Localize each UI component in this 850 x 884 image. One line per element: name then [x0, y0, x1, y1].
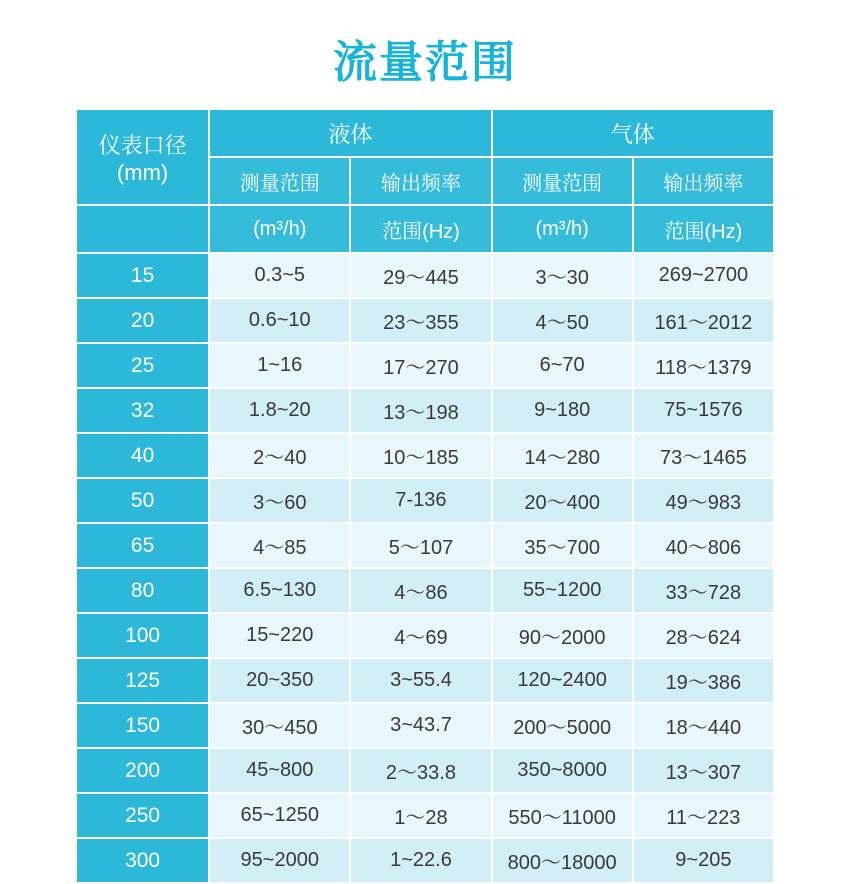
cell-gas-range: 3～30 — [492, 253, 633, 298]
cell-liquid-range: 4～85 — [209, 523, 350, 568]
cell-liquid-range: 3～60 — [209, 478, 350, 523]
cell-liquid-range: 45~800 — [209, 748, 350, 793]
cell-liquid-range: 1.8~20 — [209, 388, 350, 433]
cell-gas-range: 90～2000 — [492, 613, 633, 658]
cell-meter-size: 125 — [76, 658, 209, 703]
cell-liquid-frequency: 4～69 — [350, 613, 491, 658]
cell-liquid-range: 95~2000 — [209, 838, 350, 883]
cell-liquid-frequency: 5～107 — [350, 523, 491, 568]
cell-meter-size: 80 — [76, 568, 209, 613]
table-row — [76, 703, 774, 748]
header-meter-size-label: 仪表口径 — [98, 132, 187, 158]
header-meter-size — [76, 109, 209, 205]
cell-liquid-range: 1~16 — [209, 343, 350, 388]
cell-gas-frequency: 118～1379 — [633, 343, 774, 388]
cell-liquid-range: 0.6~10 — [209, 298, 350, 343]
cell-gas-frequency: 19～386 — [633, 658, 774, 703]
table-header-row-groups — [76, 109, 774, 157]
table-row — [76, 388, 774, 433]
table-row — [76, 343, 774, 388]
cell-liquid-range: 0.3~5 — [209, 253, 350, 298]
cell-meter-size: 150 — [76, 703, 209, 748]
cell-gas-range: 4～50 — [492, 298, 633, 343]
cell-gas-range: 20～400 — [492, 478, 633, 523]
cell-liquid-frequency: 10～185 — [350, 433, 491, 478]
flow-range-table-container — [75, 108, 775, 884]
cell-meter-size: 200 — [76, 748, 209, 793]
cell-liquid-frequency: 1～28 — [350, 793, 491, 838]
cell-liquid-frequency: 29～445 — [350, 253, 491, 298]
cell-gas-frequency: 40～806 — [633, 523, 774, 568]
cell-gas-frequency: 28～624 — [633, 613, 774, 658]
cell-meter-size: 50 — [76, 478, 209, 523]
cell-meter-size: 32 — [76, 388, 209, 433]
cell-gas-frequency: 11～223 — [633, 793, 774, 838]
table-row — [76, 433, 774, 478]
cell-gas-range: 350~8000 — [492, 748, 633, 793]
header-size-unit-spacer — [76, 205, 209, 253]
cell-liquid-frequency: 7-136 — [350, 478, 491, 523]
cell-meter-size: 250 — [76, 793, 209, 838]
cell-meter-size: 25 — [76, 343, 209, 388]
header-group-gas: 气体 — [492, 109, 774, 157]
cell-liquid-frequency: 2～33.8 — [350, 748, 491, 793]
header-sub-liquid-range: 测量范围 — [209, 157, 350, 205]
table-header-row-units — [76, 205, 774, 253]
cell-liquid-frequency: 4～86 — [350, 568, 491, 613]
cell-gas-frequency: 73～1465 — [633, 433, 774, 478]
cell-gas-range: 550～11000 — [492, 793, 633, 838]
cell-liquid-frequency: 23～355 — [350, 298, 491, 343]
header-unit-liquid-frequency: 范围(Hz) — [350, 205, 491, 253]
cell-meter-size: 15 — [76, 253, 209, 298]
cell-liquid-frequency: 3~43.7 — [350, 703, 491, 748]
cell-gas-frequency: 75~1576 — [633, 388, 774, 433]
header-sub-gas-range: 测量范围 — [492, 157, 633, 205]
header-unit-gas-frequency: 范围(Hz) — [633, 205, 774, 253]
page-title: 流量范围 — [333, 38, 517, 87]
cell-meter-size: 65 — [76, 523, 209, 568]
table-row — [76, 613, 774, 658]
cell-meter-size: 20 — [76, 298, 209, 343]
header-meter-size-unit: (mm) — [116, 159, 169, 185]
header-sub-gas-frequency: 输出频率 — [633, 157, 774, 205]
cell-gas-range: 14～280 — [492, 433, 633, 478]
cell-meter-size: 300 — [76, 838, 209, 883]
cell-liquid-frequency: 1~22.6 — [350, 838, 491, 883]
table-row — [76, 838, 774, 883]
cell-liquid-frequency: 17～270 — [350, 343, 491, 388]
flow-range-table — [75, 108, 775, 884]
table-row — [76, 568, 774, 613]
cell-liquid-frequency: 3~55.4 — [350, 658, 491, 703]
cell-liquid-range: 15~220 — [209, 613, 350, 658]
header-group-liquid: 液体 — [209, 109, 491, 157]
cell-gas-range: 200～5000 — [492, 703, 633, 748]
cell-liquid-range: 20~350 — [209, 658, 350, 703]
cell-gas-range: 6~70 — [492, 343, 633, 388]
table-row — [76, 298, 774, 343]
table-row — [76, 523, 774, 568]
table-row — [76, 253, 774, 298]
cell-gas-frequency: 161～2012 — [633, 298, 774, 343]
cell-gas-range: 120~2400 — [492, 658, 633, 703]
cell-liquid-range: 2～40 — [209, 433, 350, 478]
header-sub-liquid-frequency: 输出频率 — [350, 157, 491, 205]
cell-gas-range: 35～700 — [492, 523, 633, 568]
cell-gas-frequency: 49～983 — [633, 478, 774, 523]
cell-gas-frequency: 18～440 — [633, 703, 774, 748]
cell-liquid-frequency: 13～198 — [350, 388, 491, 433]
table-row — [76, 478, 774, 523]
table-row — [76, 658, 774, 703]
table-row — [76, 793, 774, 838]
cell-liquid-range: 30～450 — [209, 703, 350, 748]
cell-meter-size: 40 — [76, 433, 209, 478]
cell-gas-frequency: 33～728 — [633, 568, 774, 613]
cell-liquid-range: 65~1250 — [209, 793, 350, 838]
cell-gas-range: 9~180 — [492, 388, 633, 433]
cell-gas-frequency: 9~205 — [633, 838, 774, 883]
cell-gas-range: 800～18000 — [492, 838, 633, 883]
table-row — [76, 748, 774, 793]
cell-gas-frequency: 269~2700 — [633, 253, 774, 298]
header-unit-liquid-range: (m³/h) — [209, 205, 350, 253]
cell-meter-size: 100 — [76, 613, 209, 658]
table-body — [76, 253, 774, 883]
cell-gas-frequency: 13～307 — [633, 748, 774, 793]
header-unit-gas-range: (m³/h) — [492, 205, 633, 253]
cell-gas-range: 55~1200 — [492, 568, 633, 613]
cell-liquid-range: 6.5~130 — [209, 568, 350, 613]
